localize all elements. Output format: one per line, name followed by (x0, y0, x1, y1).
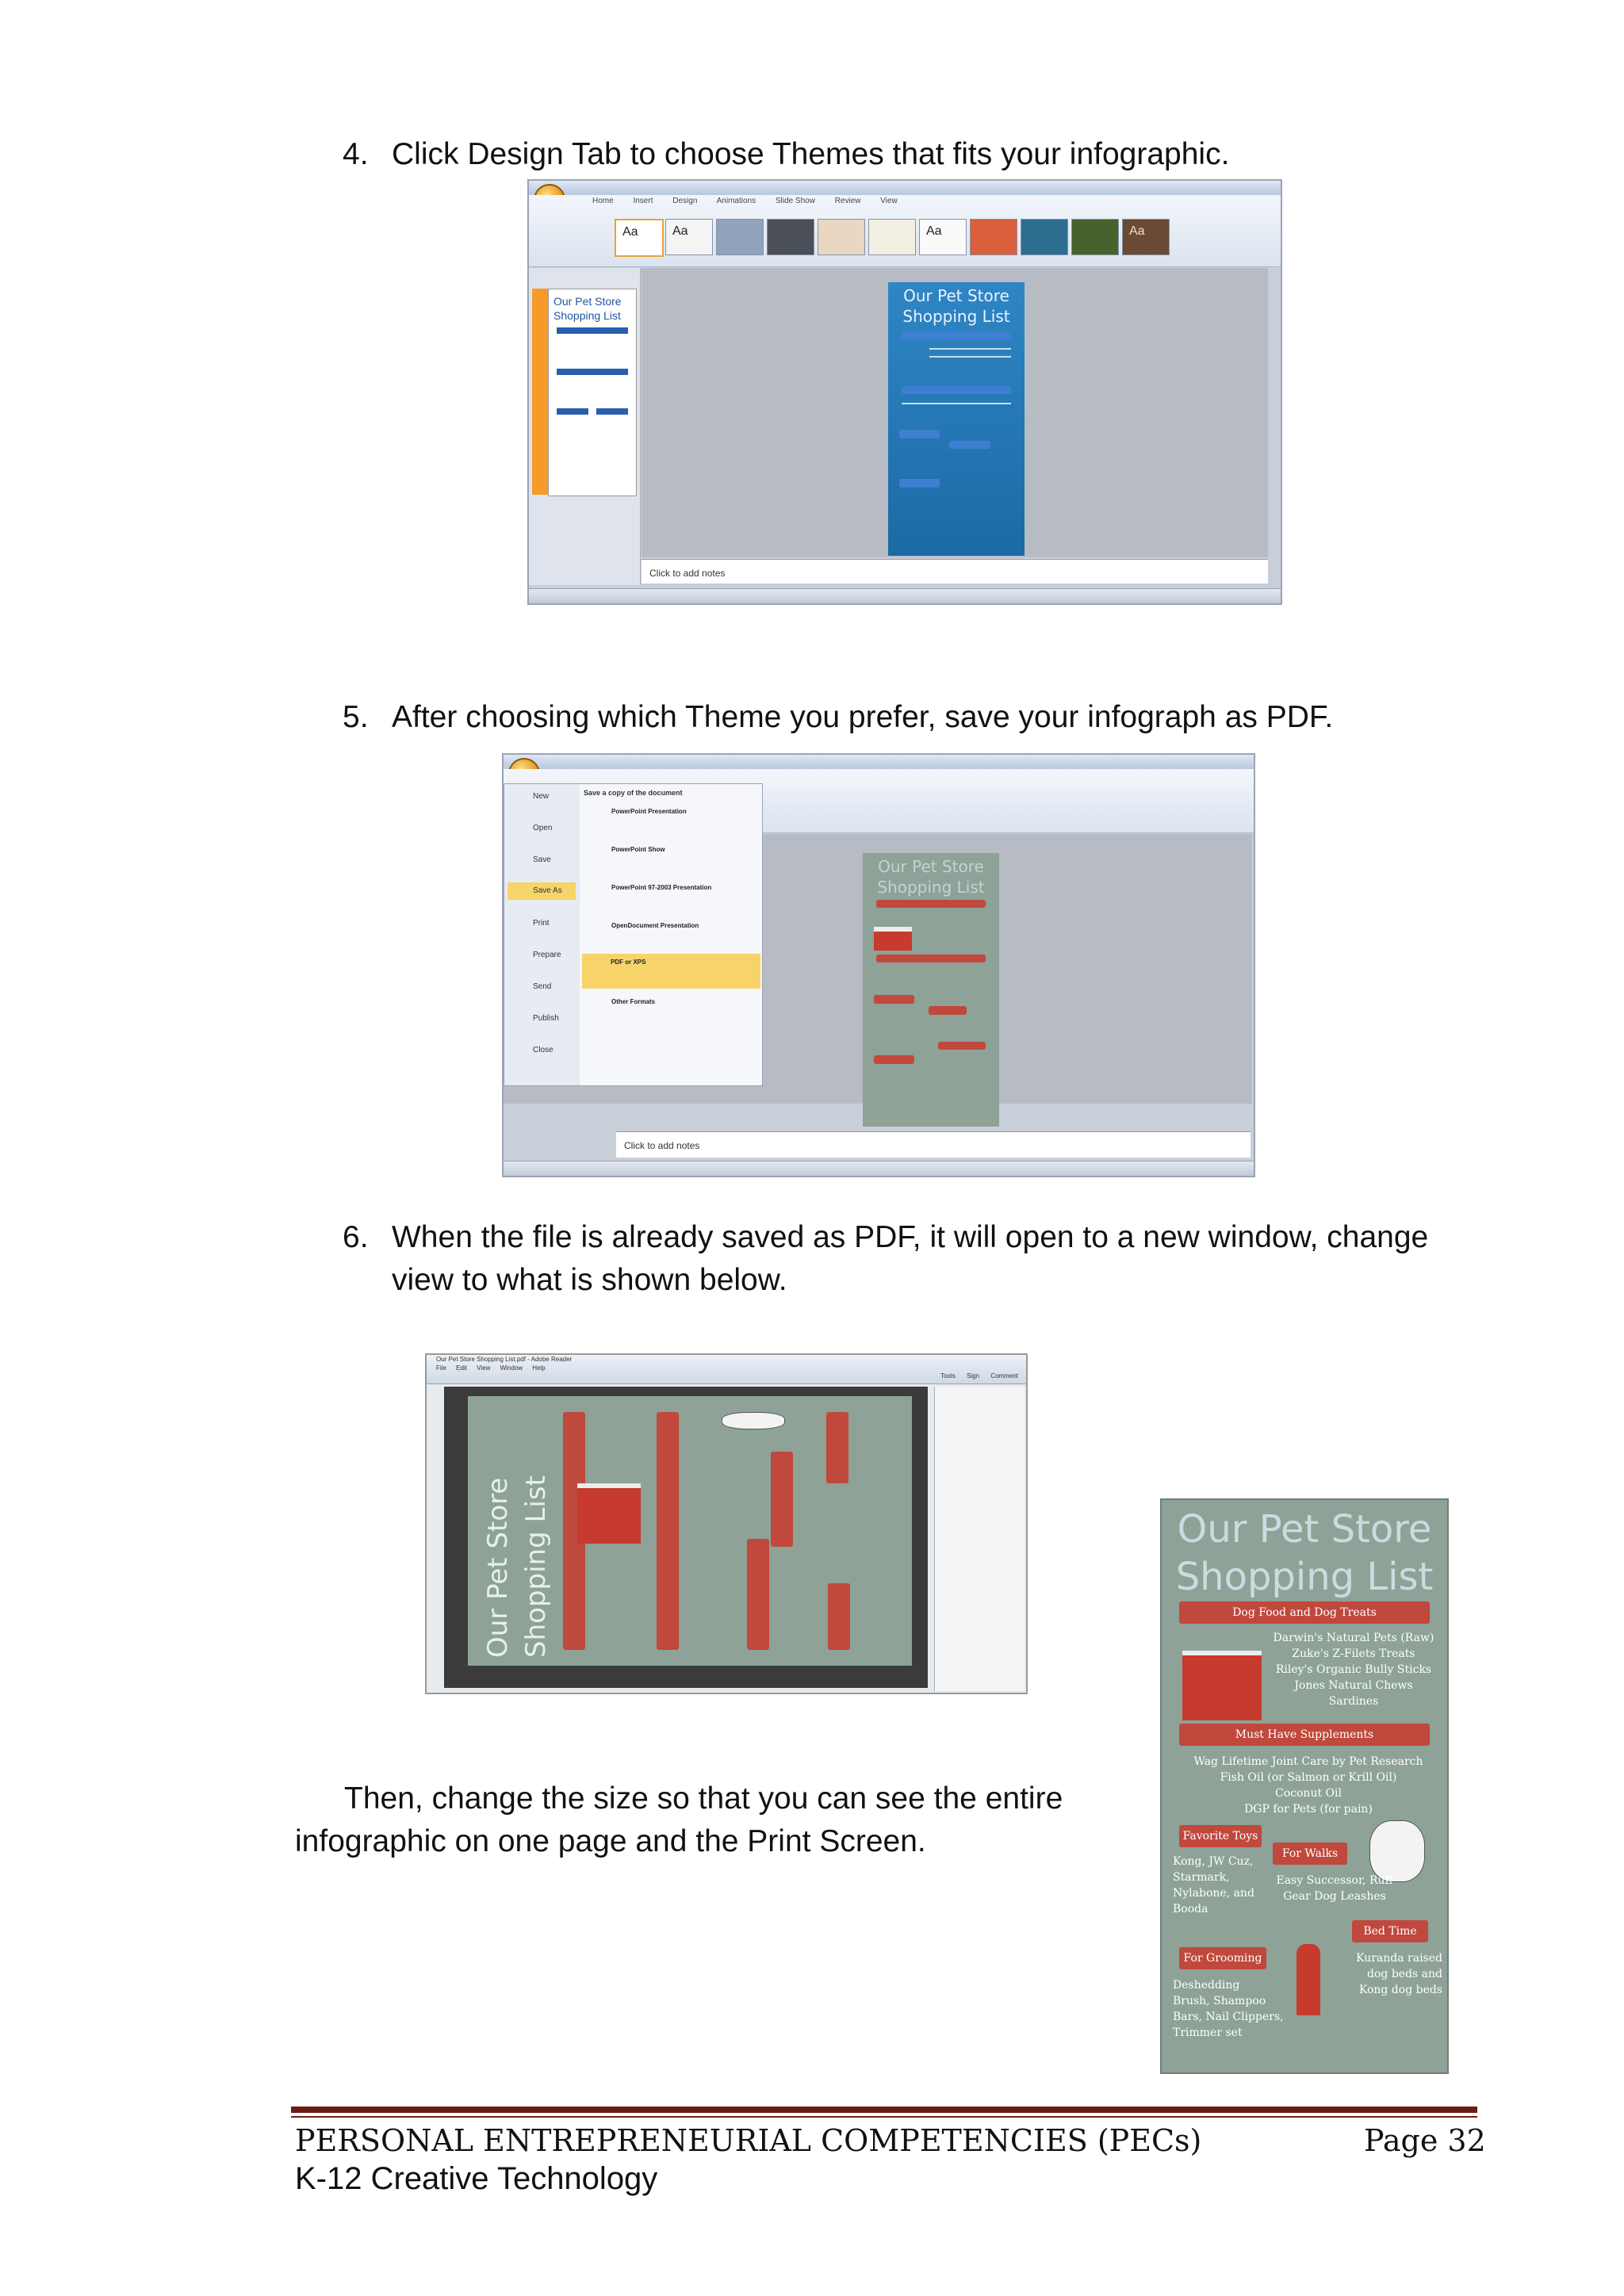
paragraph-line1: Then, change the size so that you can see the entire (344, 1781, 1063, 1816)
tab-design[interactable]: Design (672, 197, 698, 205)
section-supplements: Must Have Supplements (1179, 1724, 1430, 1746)
theme-thumb[interactable]: Aa (615, 219, 664, 257)
theme-thumb[interactable] (818, 219, 865, 255)
tab-comment[interactable]: Comment (990, 1372, 1018, 1380)
menu-edit[interactable]: Edit (456, 1364, 467, 1372)
step-text: Click Design Tab to choose Themes that fits your infographic. (392, 137, 1230, 171)
reader-menu (436, 1364, 546, 1372)
section-food: Dog Food and Dog Treats (1179, 1601, 1430, 1624)
menu-publish[interactable]: Publish (533, 1014, 559, 1023)
tab-home[interactable]: Home (592, 197, 614, 205)
step-number: 6. (343, 1220, 369, 1254)
save-as-header: Save a copy of the document (584, 789, 683, 797)
instruction-paragraph (295, 1777, 1121, 1863)
rotated-poster: Our Pet Store Shopping List (468, 1396, 912, 1666)
poster-title-line2: Shopping List (1175, 1555, 1434, 1599)
save-as-option[interactable]: Other Formats (611, 998, 656, 1005)
step-number: 4. (343, 137, 369, 171)
doghouse-image (1182, 1651, 1262, 1720)
powerpoint-save-as-screenshot (502, 753, 1255, 1177)
menu-file[interactable]: File (436, 1364, 446, 1372)
poster-title-line1: Our Pet Store (1177, 1507, 1432, 1552)
menu-prepare[interactable]: Prepare (533, 951, 561, 959)
reader-title: Our Pet Store Shopping List.pdf - Adobe Reader (436, 1356, 573, 1363)
step-4 (343, 133, 1580, 176)
step-text-line2: view to what is shown below. (392, 1263, 787, 1297)
slides-pane (529, 268, 641, 585)
menu-save[interactable]: Save (533, 855, 551, 864)
tab-animations[interactable]: Animations (716, 197, 756, 205)
notes-pane[interactable]: Click to add notes (616, 1131, 1251, 1158)
reader-document-view (444, 1387, 928, 1688)
menu-print[interactable]: Print (533, 919, 550, 928)
footer-rule-thin (291, 2116, 1477, 2118)
menu-send[interactable]: Send (533, 982, 552, 991)
powerpoint-design-screenshot (527, 179, 1282, 605)
status-bar (529, 588, 1281, 603)
hydrant-image (1297, 1944, 1320, 2015)
ribbon (529, 195, 1281, 267)
title-bar (529, 181, 1281, 195)
theme-thumb[interactable] (970, 219, 1017, 255)
office-menu-commands (504, 784, 580, 1085)
section-walks: For Walks (1273, 1843, 1347, 1865)
menu-open[interactable]: Open (533, 824, 553, 832)
step-5 (343, 696, 1580, 739)
theme-thumb[interactable]: Aa (1122, 219, 1170, 255)
footer-title: PERSONAL ENTREPRENEURIAL COMPETENCIES (PECs) (295, 2123, 1202, 2158)
theme-thumb[interactable] (1021, 219, 1068, 255)
theme-thumb[interactable] (716, 219, 764, 255)
reader-side-tabs (940, 1372, 1018, 1380)
menu-help[interactable]: Help (532, 1364, 546, 1372)
ribbon-tabs (592, 197, 915, 205)
theme-thumb[interactable] (1071, 219, 1119, 255)
step-number: 5. (343, 700, 369, 734)
section-bed: Bed Time (1352, 1920, 1428, 1942)
menu-save-as[interactable]: Save As (508, 882, 576, 900)
cow-dog-image (1369, 1820, 1425, 1882)
step-6 (343, 1216, 1580, 1302)
final-infographic: Our Pet Store Shopping List Dog Food and Dog Treats Darwin's Natural Pets (Raw) Zuke's Z-Filets Treats Riley's Organic Bully Sticks Jones Natural Chews Sardines Must Have Supplements Wag Lifetime Joint Care by Pet Research Fish Oil (or Salmon or Krill Oil) Coconut Oil DGP for Pets (for pain) Favorite Toys For Walks Kong, JW Cuz, Starmark, Nylabone, and Booda Easy Successor, Ruff Gear Dog Leashes Bed Time For Grooming Kuranda raised dog beds and Kong dog beds Deshedding Brush, Shampoo Bars, Nail Clippers, Trimmer set (1160, 1498, 1449, 2074)
save-as-option-pdf[interactable]: PDF or XPS (582, 954, 760, 989)
status-bar (504, 1161, 1254, 1176)
tab-insert[interactable]: Insert (633, 197, 653, 205)
theme-thumb[interactable] (868, 219, 916, 255)
theme-thumb[interactable]: Aa (665, 219, 713, 255)
tab-slide-show[interactable]: Slide Show (775, 197, 815, 205)
slide-poster-blue[interactable]: Our Pet Store Shopping List (888, 282, 1025, 556)
reader-side-panel (934, 1387, 1025, 1691)
tab-review[interactable]: Review (834, 197, 861, 205)
theme-thumb[interactable]: Aa (919, 219, 967, 255)
save-as-option[interactable]: PowerPoint Show (611, 846, 665, 853)
menu-window[interactable]: Window (500, 1364, 523, 1372)
menu-new[interactable]: New (533, 792, 550, 801)
footer-subtitle: K-12 Creative Technology (295, 2161, 658, 2196)
step-text: After choosing which Theme you prefer, save your infograph as PDF. (392, 700, 1334, 734)
footer-rule (291, 2107, 1477, 2113)
title-bar (504, 755, 1254, 769)
office-menu (504, 783, 763, 1086)
section-toys: Favorite Toys (1179, 1825, 1262, 1847)
menu-close[interactable]: Close (533, 1046, 553, 1054)
slide-poster-green[interactable]: Our Pet Store Shopping List (863, 853, 999, 1127)
page-number: Page 32 (1364, 2123, 1486, 2158)
section-grooming: For Grooming (1179, 1947, 1266, 1969)
theme-thumb[interactable] (767, 219, 814, 255)
slide-thumbnail-page[interactable]: Our Pet Store Shopping List (548, 289, 637, 496)
save-as-option[interactable]: PowerPoint Presentation (611, 808, 687, 815)
tab-sign[interactable]: Sign (967, 1372, 980, 1380)
notes-pane[interactable]: Click to add notes (642, 559, 1268, 584)
save-as-option[interactable]: PowerPoint 97-2003 Presentation (611, 884, 712, 891)
adobe-reader-screenshot (425, 1353, 1028, 1694)
tab-tools[interactable]: Tools (940, 1372, 956, 1380)
tab-view[interactable]: View (880, 197, 898, 205)
reader-toolbar (427, 1355, 1026, 1384)
save-as-option[interactable]: OpenDocument Presentation (611, 922, 699, 929)
step-text-line1: When the file is already saved as PDF, it will open to a new window, change (392, 1220, 1429, 1254)
slide-thumbnail[interactable] (532, 289, 548, 495)
menu-view[interactable]: View (477, 1364, 491, 1372)
paragraph-line2: infographic on one page and the Print Screen. (295, 1824, 926, 1858)
